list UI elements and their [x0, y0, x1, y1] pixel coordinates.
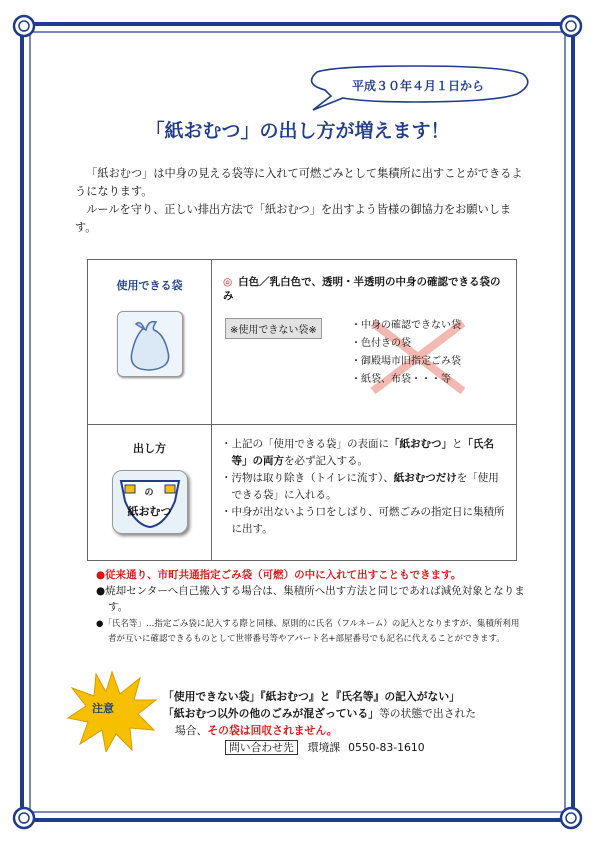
- rules-table: [87, 259, 517, 561]
- list-item: ・ 中身が出ないよう口をしばり、可燃ごみの指定日に集積所に出す。: [221, 504, 507, 538]
- note-1: ●従来通り、市町共通指定ごみ袋（可燃）の中に入れて出すこともできます。: [96, 569, 462, 581]
- note-2: ●焼却センターへ自己搬入する場合は、集積所へ出す方法と同じであれば減免対象となります。: [96, 585, 525, 613]
- caution-text: [163, 688, 476, 739]
- usable-bag-condition-text: 白色／乳白色で、透明・半透明の中身の確認できる袋のみ: [223, 276, 501, 302]
- usable-bag-condition: [213, 261, 515, 303]
- unusable-bag-list: [351, 317, 461, 389]
- page-title: 「紙おむつ」の出し方が増えます！: [145, 120, 450, 142]
- usable-bag-detail-cell: [212, 260, 517, 425]
- diaper-icon-label: 紙おむつ: [127, 505, 172, 518]
- contact-label: 問い合わせ先: [225, 740, 298, 755]
- how-to-label-cell: [88, 425, 212, 561]
- caution-line-3: 場合、その袋は回収されません。: [175, 724, 338, 737]
- list-item: ・ 中身の確認できない袋: [351, 317, 461, 335]
- diaper-icon-label-top: の: [144, 488, 154, 498]
- caution-line-1: 「使用できない袋」『紙おむつ』と『氏名等』の記入がない」: [163, 690, 460, 703]
- unusable-bag-label: ※使用できない袋※: [225, 318, 322, 339]
- usable-bag-label: 使用できる袋: [116, 279, 183, 292]
- contact-dept: 環境課: [307, 741, 341, 754]
- diaper-icon: [112, 470, 188, 534]
- contact-phone: 0550-83-1610: [348, 741, 425, 754]
- how-to-list: [213, 426, 515, 546]
- list-item: ・ 上記の「使用できる袋」の表面に「紙おむつ」と「氏名等」の両方を必ず記入する。: [221, 436, 507, 470]
- contact-info: [225, 740, 425, 755]
- caution-line-2: 「紙おむつ以外の他のごみが混ざっている」等の状態で出された: [163, 707, 477, 720]
- double-circle-icon: ◎: [223, 276, 233, 288]
- list-item: ・ 御殿場市旧指定ごみ袋: [351, 353, 461, 371]
- list-item: ・ 色付きの袋: [351, 335, 461, 353]
- list-item: ・ 紙袋、布袋・・・等: [351, 371, 461, 389]
- trash-bag-icon: [117, 311, 183, 377]
- how-to-label: 出し方: [133, 442, 166, 455]
- note-3: ●「氏名等」…指定ごみ袋に記入する際と同様、原則的に氏名（フルネーム）の記入となりますが、集積所利用者が互いに確認できるものとして世帯番号等やアパート名+部屋番号でも記名に代えることができます。: [96, 619, 520, 644]
- how-to-detail-cell: [212, 425, 517, 561]
- list-item: ・ 汚物は取り除き（トイレに流す）、紙おむつだけを「使用できる袋」に入れる。: [221, 470, 507, 504]
- notes: [96, 567, 526, 647]
- usable-bag-label-cell: [88, 260, 212, 425]
- intro-paragraph-2: ルールを守り、正しい排出方法で「紙おむつ」を出すよう皆様の御協力をお願いします。: [75, 203, 512, 234]
- intro-paragraph-1: 「紙おむつ」は中身の見える袋等に入れて可燃ごみとして集積所に出すことができるようになります。: [75, 167, 523, 198]
- start-date-tag: 平成３０年４月１日から: [351, 79, 484, 93]
- intro-text: [75, 165, 525, 237]
- caution-badge: 注意: [92, 702, 114, 715]
- unusable-bag-section: [213, 303, 515, 413]
